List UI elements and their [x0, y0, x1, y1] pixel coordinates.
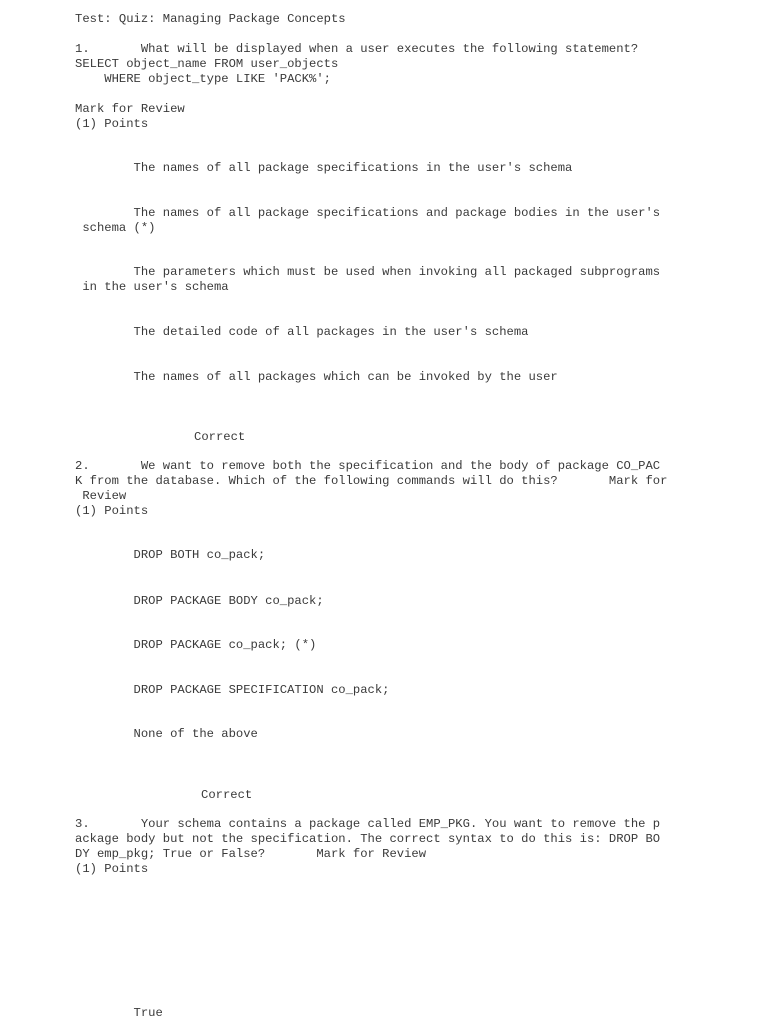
question-2-option-5[interactable]: None of the above: [75, 727, 258, 741]
question-3-prompt-line-3: DY emp_pkg; True or False? Mark for Review: [75, 847, 427, 861]
question-1-option-1[interactable]: The names of all package specifications in the user's schema: [75, 161, 573, 175]
question-1-prompt-line-2: SELECT object_name FROM user_objects: [75, 57, 339, 71]
question-1-option-4[interactable]: The detailed code of all packages in the user's schema: [75, 325, 529, 339]
question-2-prompt-line-1: 2. We want to remove both the specification and the body of package CO_PAC: [75, 459, 661, 473]
question-2-option-2[interactable]: DROP PACKAGE BODY co_pack;: [75, 594, 324, 608]
question-1-option-5[interactable]: The names of all packages which can be invoked by the user: [75, 370, 558, 384]
question-1-option-2-line-1: The names of all package specifications and package bodies in the user's: [75, 206, 661, 220]
question-2-points: (1) Points: [75, 504, 149, 518]
question-1-result: Correct: [194, 430, 246, 444]
question-2-result: Correct: [201, 788, 253, 802]
question-1-option-2-line-2: schema (*): [75, 221, 156, 235]
question-2-prompt-line-2: K from the database. Which of the following commands will do this? Mark for: [75, 474, 668, 488]
question-1-mark-for-review[interactable]: Mark for Review: [75, 102, 185, 116]
question-2-prompt-line-3: Review: [75, 489, 127, 503]
question-1-option-3-line-2: in the user's schema: [75, 280, 229, 294]
question-1-option-3-line-1: The parameters which must be used when invoking all packaged subprograms: [75, 265, 661, 279]
question-3-points: (1) Points: [75, 862, 149, 876]
question-1-points: (1) Points: [75, 117, 149, 131]
question-3-option-1[interactable]: True: [75, 1006, 163, 1020]
question-2-option-3[interactable]: DROP PACKAGE co_pack; (*): [75, 638, 317, 652]
question-1-prompt-line-1: 1. What will be displayed when a user executes the following statement?: [75, 42, 639, 56]
question-3-prompt-line-2: ackage body but not the specification. The correct syntax to do this is: DROP BO: [75, 832, 661, 846]
question-3-prompt-line-1: 3. Your schema contains a package called EMP_PKG. You want to remove the p: [75, 817, 661, 831]
question-2-option-4[interactable]: DROP PACKAGE SPECIFICATION co_pack;: [75, 683, 390, 697]
question-1-prompt-line-3: WHERE object_type LIKE 'PACK%';: [75, 72, 331, 86]
page-title: Test: Quiz: Managing Package Concepts: [75, 12, 346, 26]
question-2-option-1[interactable]: DROP BOTH co_pack;: [75, 548, 266, 562]
